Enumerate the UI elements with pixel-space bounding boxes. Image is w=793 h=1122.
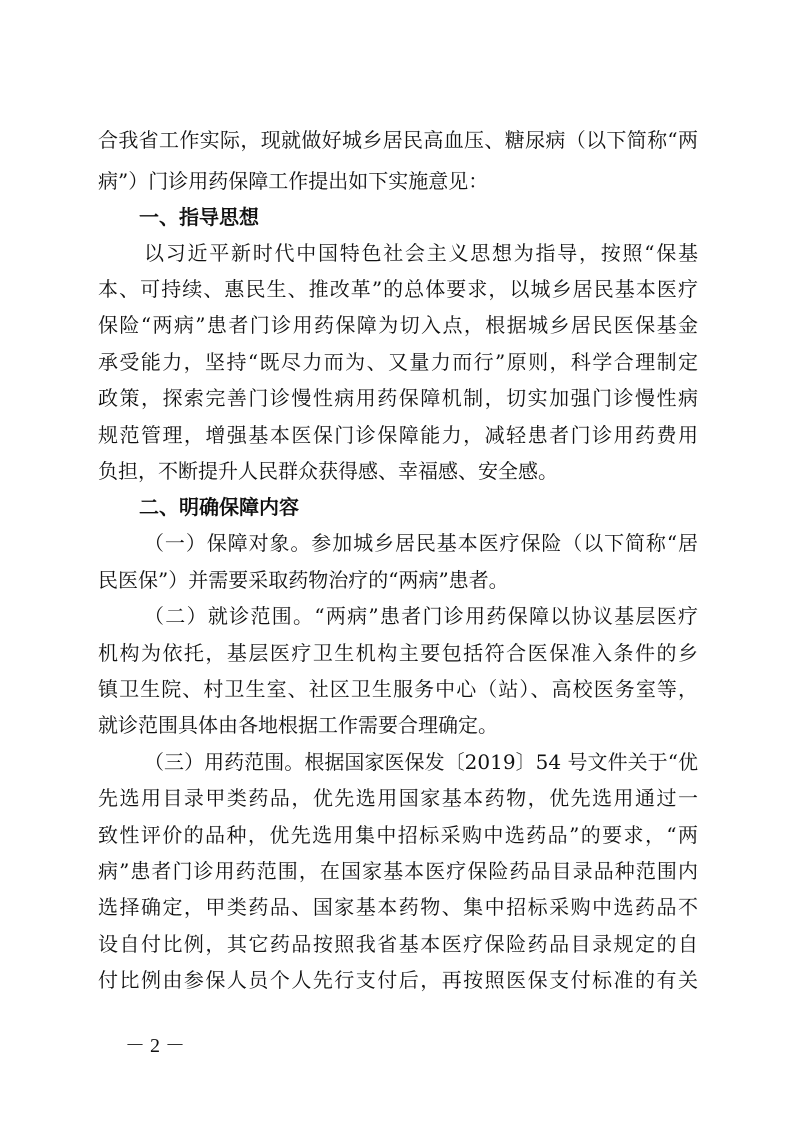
paragraph-line: 民医保”）并需要采取药物治疗的“两病”患者。: [98, 568, 509, 592]
section-heading-guiding-thought: 一、指导思想: [139, 205, 259, 229]
paragraph-line: 保险“两病”患者门诊用药保障为切入点，根据城乡居民医保基金: [98, 313, 698, 337]
paragraph-line: 负担，不断提升人民群众获得感、幸福感、安全感。: [98, 459, 558, 483]
paragraph-line: 就诊范围具体由各地根据工作需要合理确定。: [98, 713, 498, 737]
paragraph-line: 规范管理，增强基本医保门诊保障能力，减轻患者门诊用药费用: [98, 423, 698, 447]
paragraph-line: 致性评价的品种，优先选用集中招标采购中选药品”的要求，“两: [98, 823, 698, 847]
page-number: － 2 －: [125, 1035, 185, 1057]
paragraph-line: 镇卫生院、村卫生室、社区卫生服务中心（站）、高校医务室等，: [98, 677, 698, 701]
paragraph-line: 机构为依托，基层医疗卫生机构主要包括符合医保准入条件的乡: [98, 641, 698, 665]
paragraph-line: 病”患者门诊用药范围，在国家基本医疗保险药品目录品种范围内: [98, 859, 698, 883]
paragraph-line: 病”）门诊用药保障工作提出如下实施意见：: [98, 169, 489, 193]
paragraph-line: 政策，探索完善门诊慢性病用药保障机制，切实加强门诊慢性病: [98, 386, 698, 410]
paragraph-line: 合我省工作实际，现就做好城乡居民高血压、糖尿病（以下简称“两: [98, 128, 698, 152]
paragraph-line: 承受能力，坚持“既尽力而为、又量力而行”原则，科学合理制定: [98, 350, 698, 374]
paragraph-line: （二）就诊范围。“两病”患者门诊用药保障以协议基层医疗: [144, 604, 698, 628]
paragraph-line: 先选用目录甲类药品，优先选用国家基本药物，优先选用通过一: [98, 786, 698, 810]
paragraph-line: 以习近平新时代中国特色社会主义思想为指导，按照“保基: [144, 241, 698, 265]
paragraph-line: （三）用药范围。根据国家医保发〔2019〕54 号文件关于“优: [144, 750, 698, 774]
paragraph-line: 选择确定，甲类药品、国家基本药物、集中招标采购中选药品不: [98, 895, 698, 919]
section-heading-protection-content: 二、明确保障内容: [139, 495, 299, 519]
paragraph-line: 付比例由参保人员个人先行支付后，再按照医保支付标准的有关: [98, 968, 698, 992]
paragraph-line: 本、可持续、惠民生、推改革”的总体要求，以城乡居民基本医疗: [98, 277, 698, 301]
paragraph-line: 设自付比例，其它药品按照我省基本医疗保险药品目录规定的自: [98, 932, 698, 956]
paragraph-line: （一）保障对象。参加城乡居民基本医疗保险（以下简称“居: [144, 531, 698, 555]
